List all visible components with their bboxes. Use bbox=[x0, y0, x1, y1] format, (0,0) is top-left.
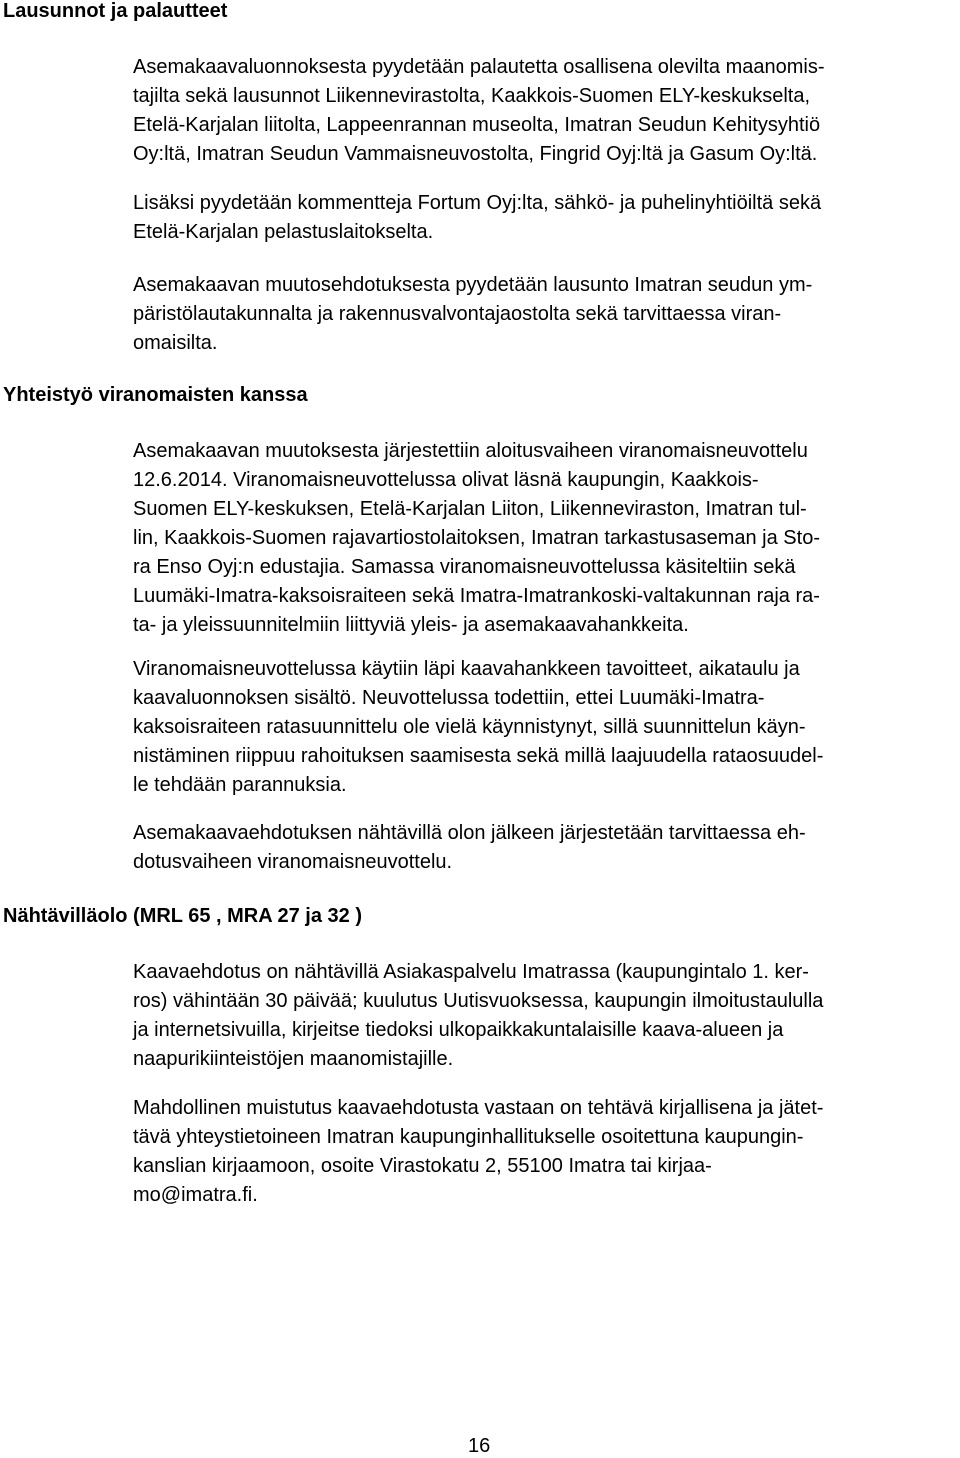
text-line: Oy:ltä, Imatran Seudun Vammaisneuvostolta, Fingrid Oyj:ltä ja Gasum Oy:ltä. bbox=[133, 143, 818, 165]
text-line: ros) vähintään 30 päivää; kuulutus Uutisvuoksessa, kaupungin ilmoitustaululla bbox=[133, 990, 824, 1012]
text-line: dotusvaiheen viranomaisneuvottelu. bbox=[133, 851, 453, 873]
text-line: mo@imatra.fi. bbox=[133, 1184, 258, 1206]
text-line: kaavaluonnoksen sisältö. Neuvottelussa todettiin, ettei Luumäki-Imatra- bbox=[133, 687, 765, 709]
text-line: Suomen ELY-keskuksen, Etelä-Karjalan Liiton, Liikenneviraston, Imatran tul- bbox=[133, 498, 807, 520]
text-line: Asemakaavaluonnoksesta pyydetään palautetta osallisena olevilta maanomis- bbox=[133, 56, 825, 78]
text-line: lin, Kaakkois-Suomen rajavartiostolaitoksen, Imatran tarkastusaseman ja Sto- bbox=[133, 527, 820, 549]
text-line: Luumäki-Imatra-kaksoisraiteen sekä Imatra-Imatrankoski-valtakunnan raja ra- bbox=[133, 585, 820, 607]
text-line: ra Enso Oyj:n edustajia. Samassa viranomaisneuvottelussa käsiteltiin sekä bbox=[133, 556, 796, 578]
paragraph bbox=[133, 958, 960, 1074]
text-line: tävä yhteystietoineen Imatran kaupunginhallitukselle osoitettuna kaupungin- bbox=[133, 1126, 804, 1148]
text-line: omaisilta. bbox=[133, 332, 218, 354]
paragraph bbox=[133, 437, 960, 640]
paragraph bbox=[133, 189, 960, 247]
text-line: Viranomaisneuvottelussa käytiin läpi kaavahankkeen tavoitteet, aikataulu ja bbox=[133, 658, 800, 680]
text-line: le tehdään parannuksia. bbox=[133, 774, 347, 796]
text-line: kaksoisraiteen ratasuunnittelu ole vielä käynnistynyt, sillä suunnittelun käyn- bbox=[133, 716, 806, 738]
text-line: naapurikiinteistöjen maanomistajille. bbox=[133, 1048, 454, 1070]
text-line: päristölautakunnalta ja rakennusvalvontajaostolta sekä tarvittaessa viran- bbox=[133, 303, 782, 325]
text-line: 12.6.2014. Viranomaisneuvottelussa olivat läsnä kaupungin, Kaakkois- bbox=[133, 469, 759, 491]
paragraph bbox=[133, 53, 960, 169]
text-line: ja internetsivuilla, kirjeitse tiedoksi ulkopaikkakuntalaisille kaava-alueen ja bbox=[133, 1019, 784, 1041]
text-line: Lisäksi pyydetään kommentteja Fortum Oyj:lta, sähkö- ja puhelinyhtiöiltä sekä bbox=[133, 192, 822, 214]
text-line: kanslian kirjaamoon, osoite Virastokatu 2, 55100 Imatra tai kirjaa- bbox=[133, 1155, 712, 1177]
paragraph bbox=[133, 655, 960, 800]
section-heading-lausunnot: Lausunnot ja palautteet bbox=[3, 0, 228, 22]
section-heading-yhteistyo: Yhteistyö viranomaisten kanssa bbox=[3, 384, 308, 406]
paragraph bbox=[133, 1094, 960, 1210]
text-line: Asemakaavaehdotuksen nähtävillä olon jälkeen järjestetään tarvittaessa eh- bbox=[133, 822, 806, 844]
text-line: Etelä-Karjalan pelastuslaitokselta. bbox=[133, 221, 434, 243]
text-line: tajilta sekä lausunnot Liikennevirastolta, Kaakkois-Suomen ELY-keskukselta, bbox=[133, 85, 811, 107]
text-line: Etelä-Karjalan liitolta, Lappeenrannan museolta, Imatran Seudun Kehitysyhtiö bbox=[133, 114, 821, 136]
text-line: Kaavaehdotus on nähtävillä Asiakaspalvelu Imatrassa (kaupungintalo 1. ker- bbox=[133, 961, 809, 983]
text-line: ta- ja yleissuunnitelmiin liittyviä yleis- ja asemakaavahankkeita. bbox=[133, 614, 689, 636]
page-number: 16 bbox=[468, 1435, 491, 1457]
text-line: Asemakaavan muutoksesta järjestettiin aloitusvaiheen viranomaisneuvottelu bbox=[133, 440, 808, 462]
paragraph bbox=[133, 819, 960, 877]
paragraph bbox=[133, 271, 960, 358]
section-heading-nahtavillaolo: Nähtävilläolo (MRL 65 , MRA 27 ja 32 ) bbox=[3, 905, 362, 927]
text-line: Asemakaavan muutosehdotuksesta pyydetään lausunto Imatran seudun ym- bbox=[133, 274, 813, 296]
text-line: nistäminen riippuu rahoituksen saamisesta sekä millä laajuudella rataosuudel- bbox=[133, 745, 824, 767]
text-line: Mahdollinen muistutus kaavaehdotusta vastaan on tehtävä kirjallisena ja jätet- bbox=[133, 1097, 824, 1119]
